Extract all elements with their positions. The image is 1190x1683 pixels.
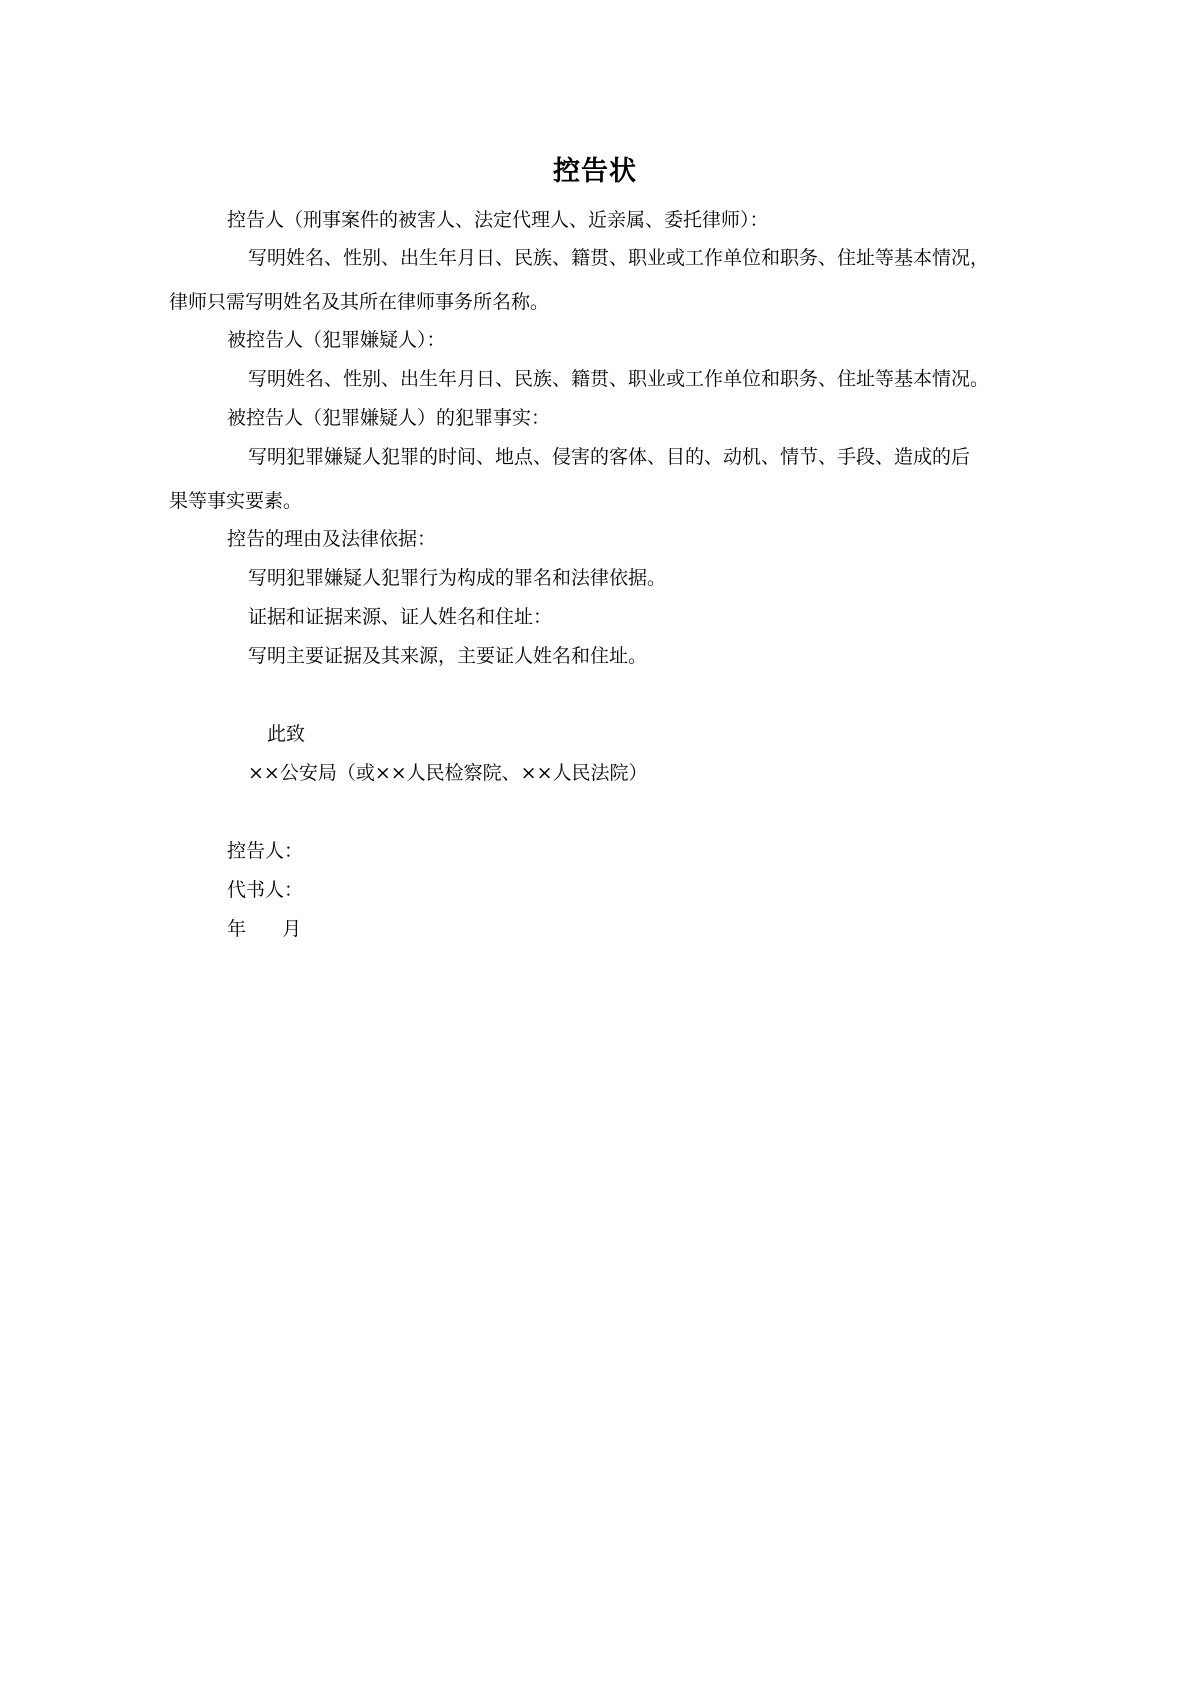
date-line: 年 月 bbox=[227, 918, 302, 940]
evidence-description: 写明主要证据及其来源，主要证人姓名和住址。 bbox=[248, 645, 648, 667]
complainant-description-line-1: 写明姓名、性别、出生年月日、民族、籍贯、职业或工作单位和职务、住址等基本情况， bbox=[248, 247, 990, 269]
signature-complainant-label: 控告人： bbox=[227, 840, 304, 862]
accused-description: 写明姓名、性别、出生年月日、民族、籍贯、职业或工作单位和职务、住址等基本情况。 bbox=[248, 368, 990, 390]
accused-heading: 被控告人（犯罪嫌疑人）： bbox=[227, 329, 446, 351]
document-title: 控告状 bbox=[553, 156, 637, 187]
closing-salutation: 此致 bbox=[267, 723, 306, 745]
evidence-heading: 证据和证据来源、证人姓名和住址： bbox=[248, 606, 553, 628]
signature-writer-label: 代书人： bbox=[227, 879, 304, 901]
facts-description-line-2: 果等事实要素。 bbox=[169, 490, 303, 512]
complainant-description-line-2: 律师只需写明姓名及其所在律师事务所名称。 bbox=[169, 291, 550, 313]
reasons-heading: 控告的理由及法律依据： bbox=[227, 528, 437, 550]
facts-description-line-1: 写明犯罪嫌疑人犯罪的时间、地点、侵害的客体、目的、动机、情节、手段、造成的后 bbox=[248, 446, 971, 468]
complainant-heading: 控告人（刑事案件的被害人、法定代理人、近亲属、委托律师）： bbox=[227, 209, 769, 231]
reasons-description: 写明犯罪嫌疑人犯罪行为构成的罪名和法律依据。 bbox=[248, 567, 667, 589]
recipient-authority: ××公安局（或××人民检察院、××人民法院） bbox=[248, 762, 648, 784]
facts-heading: 被控告人（犯罪嫌疑人）的犯罪事实： bbox=[227, 407, 551, 429]
